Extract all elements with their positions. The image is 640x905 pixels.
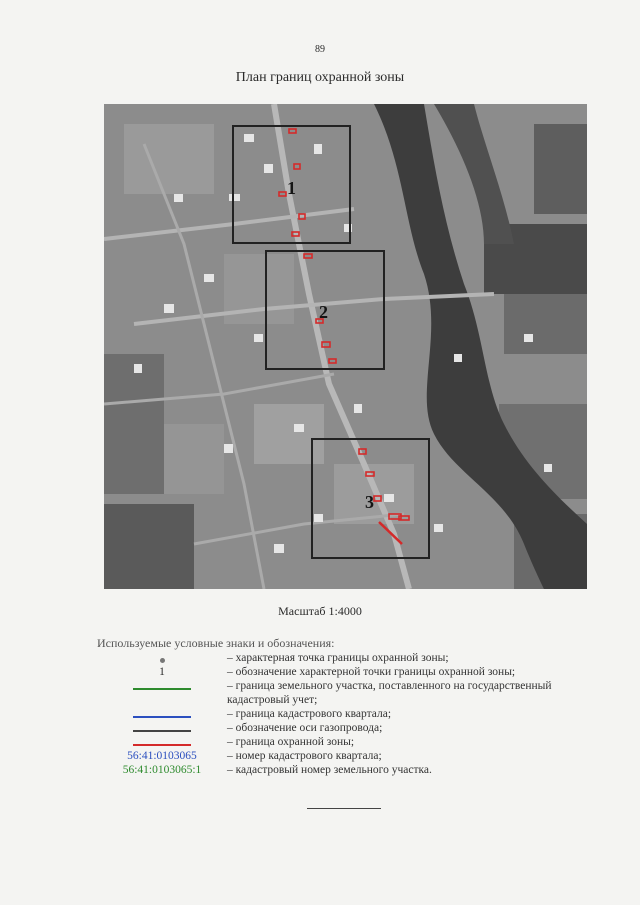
zone-label-3: 3 [365,492,374,512]
page-title: План границ охранной зоны [235,70,405,85]
zone-label-1: 1 [287,178,296,198]
legend-item [97,721,597,735]
parcel-number-symbol: 56:41:0103065:1 [122,764,202,776]
legend-description: – граница охранной зоны; [227,736,355,748]
black-line-icon [133,730,191,732]
legend-item [97,651,597,665]
legend-symbol [97,749,227,763]
blue-line-icon [133,716,191,718]
legend-symbol [97,651,227,665]
legend-symbol [97,665,227,679]
legend-item [97,679,597,707]
legend-description: – обозначение характерной точки границы охранной зоны; [227,666,516,678]
legend-item [97,665,597,679]
legend-item [97,749,597,763]
scale-text: Масштаб 1:4000 [278,604,362,618]
aerial-map [104,104,587,589]
point-dot-icon [160,658,165,663]
legend-heading: Используемые условные знаки и обозначения: [97,636,335,650]
legend-description: – кадастровый номер земельного участка. [227,764,432,776]
legend-description: – характерная точка границы охранной зоны; [227,652,449,664]
quarter-number-symbol: 56:41:0103065 [127,750,197,762]
page-number: 89 [315,44,325,55]
legend-symbol [97,763,227,777]
legend-description: – граница кадастрового квартала; [227,708,392,720]
legend-symbol [97,721,227,735]
green-line-icon [133,688,191,690]
legend-description: – номер кадастрового квартала; [227,750,382,762]
point-number-symbol: 1 [159,666,165,678]
legend-symbol [97,679,227,693]
legend-item [97,763,597,777]
red-line-icon [133,744,191,746]
legend [97,651,597,777]
legend-item [97,707,597,721]
zone-label-2: 2 [319,302,328,322]
legend-symbol [97,707,227,721]
legend-symbol [97,735,227,749]
legend-description: – обозначение оси газопровода; [227,722,383,734]
legend-description: – граница земельного участка, поставленного на государственный кадастровый учет; [227,680,552,706]
bottom-divider [307,808,381,809]
legend-item [97,735,597,749]
